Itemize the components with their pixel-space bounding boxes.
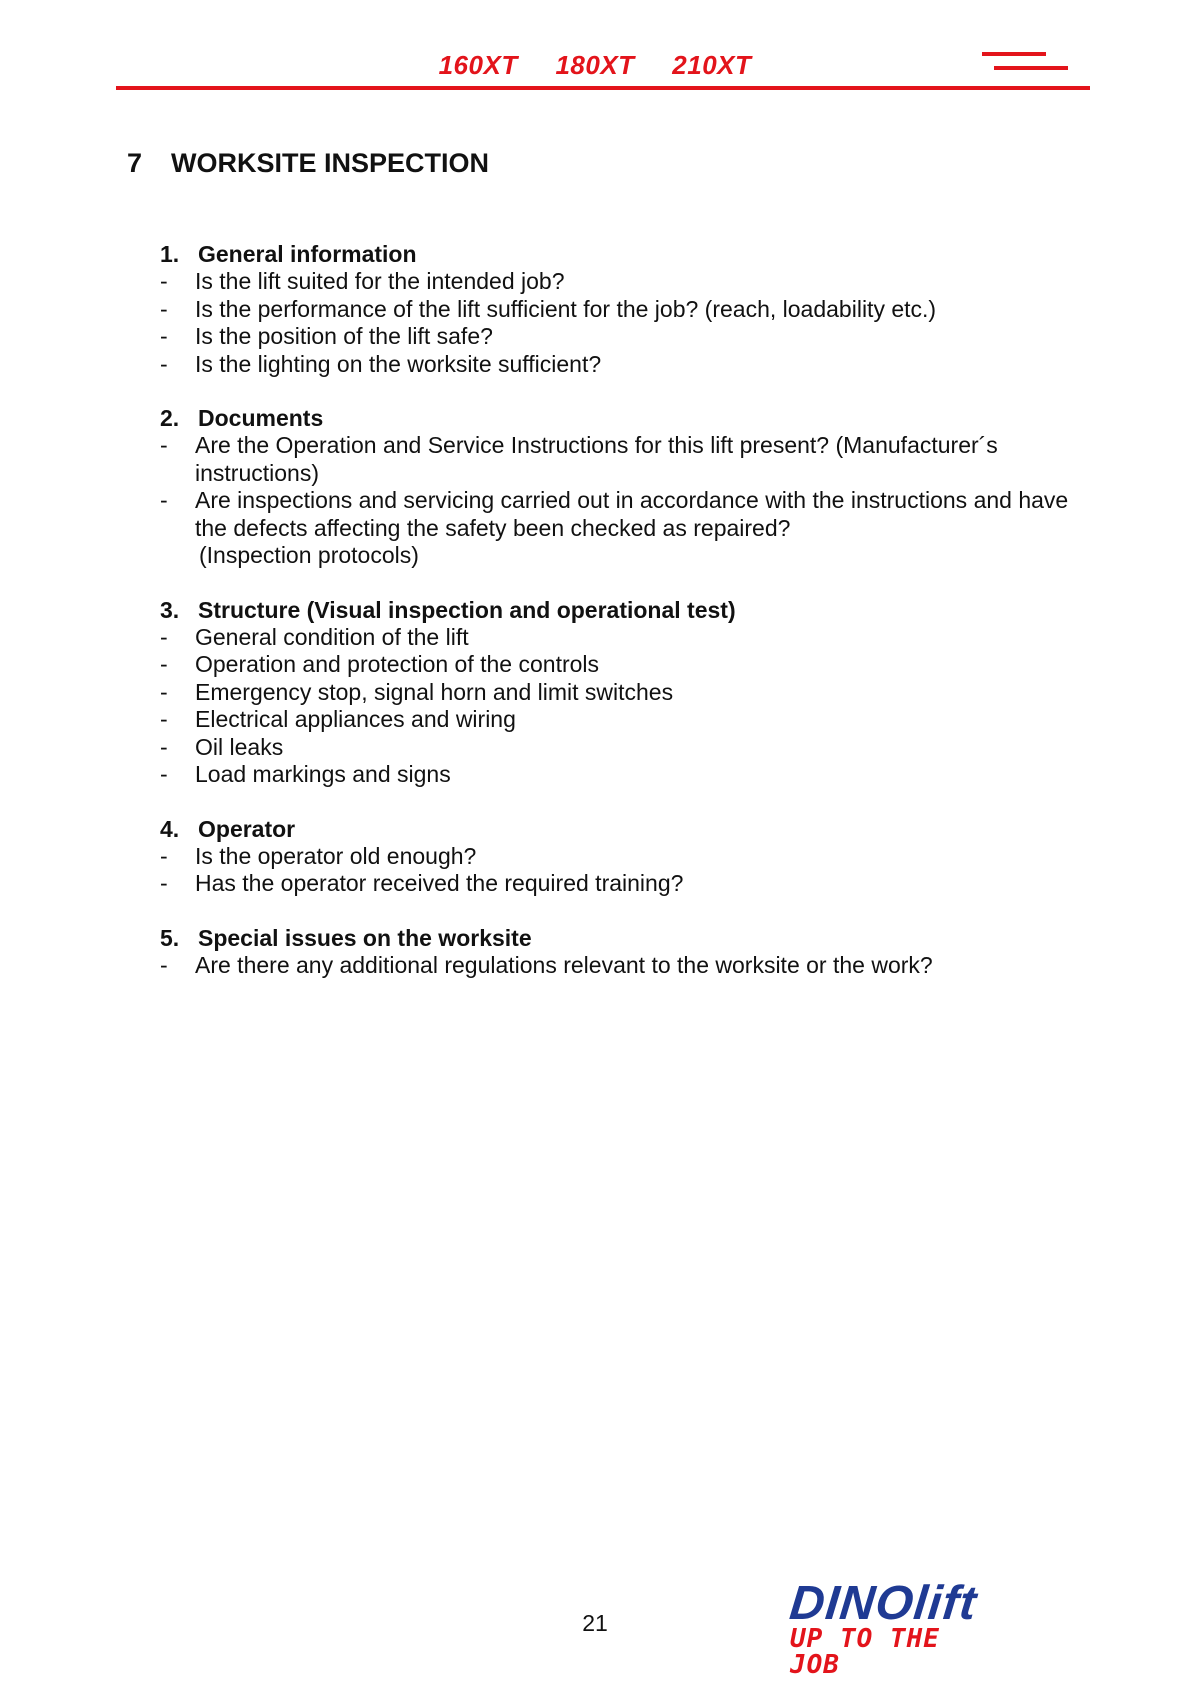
- bullet-dash: -: [160, 678, 168, 705]
- dinolift-logo: [787, 1577, 1000, 1680]
- checklist-item: [160, 432, 1090, 487]
- section: [160, 596, 1090, 789]
- bullet-dash: -: [160, 870, 168, 896]
- checklist-item: [160, 323, 1090, 351]
- checklist-item: [160, 952, 1090, 980]
- chapter-heading: WORKSITE INSPECTION: [171, 148, 490, 178]
- model-label: 210XT: [672, 50, 752, 80]
- item-text: Are there any additional regulations relevant to the worksite or the work?: [195, 951, 933, 978]
- item-text: Are the Operation and Service Instructions for this lift present? (Manufacturer´s instructions): [195, 432, 998, 486]
- bullet-dash: -: [160, 651, 168, 677]
- header-brand-mark: [982, 52, 1068, 76]
- section-title: Special issues on the worksite: [198, 924, 532, 951]
- item-text: Operation and protection of the controls: [195, 651, 600, 677]
- model-label: 180XT: [555, 50, 635, 80]
- bullet-dash: -: [160, 761, 168, 787]
- item-text: Is the lighting on the worksite sufficient?: [195, 350, 602, 377]
- section-heading: [160, 924, 1090, 952]
- item-text: Are inspections and servicing carried out in accordance with the instructions and have the defects affecting the safety been checked as repaired?: [195, 487, 1069, 541]
- checklist-item: [160, 351, 1090, 379]
- logo-brand: DINOlift: [787, 1577, 980, 1630]
- section-heading: [160, 596, 1090, 624]
- logo-tagline: UP TO THE JOB: [790, 1624, 940, 1680]
- checklist-item: [160, 734, 1090, 762]
- chapter-number: 7: [127, 148, 143, 178]
- bullet-dash: -: [160, 487, 168, 513]
- section-heading: [160, 240, 1090, 268]
- section: [160, 815, 1090, 898]
- page-number: 21: [582, 1610, 608, 1636]
- section-number: 3.: [160, 596, 180, 623]
- item-text: Has the operator received the required training?: [195, 870, 684, 896]
- checklist-content: [160, 240, 1090, 1005]
- bullet-dash: -: [160, 323, 168, 349]
- bullet-dash: -: [160, 268, 168, 294]
- checklist-item: [160, 870, 1090, 898]
- item-text: General condition of the lift: [195, 623, 469, 650]
- checklist-item: [160, 651, 1090, 679]
- item-text: Is the performance of the lift sufficient for the job? (reach, loadability etc.): [195, 295, 937, 322]
- item-text: Emergency stop, signal horn and limit switches: [195, 678, 674, 705]
- section-title: Structure (Visual inspection and operational test): [198, 596, 736, 623]
- bullet-dash: -: [160, 432, 168, 458]
- section-heading: [160, 404, 1090, 432]
- section-number: 5.: [160, 924, 180, 951]
- bullet-dash: -: [160, 295, 168, 322]
- bullet-dash: -: [160, 842, 168, 869]
- checklist-item: [160, 706, 1090, 734]
- item-text: Is the position of the lift safe?: [195, 323, 493, 349]
- bullet-dash: -: [160, 951, 168, 978]
- section: [160, 924, 1090, 980]
- section-number: 1.: [160, 241, 180, 267]
- section-title: General information: [198, 241, 417, 267]
- section-title: Documents: [198, 405, 324, 431]
- checklist-item: [160, 843, 1090, 871]
- bullet-dash: -: [160, 733, 168, 760]
- item-text: Oil leaks: [195, 733, 284, 760]
- header-rule: [116, 86, 1090, 90]
- bullet-dash: -: [160, 350, 168, 377]
- item-text: Electrical appliances and wiring: [195, 706, 516, 732]
- checklist-item: [160, 624, 1090, 652]
- section-number: 4.: [160, 815, 180, 842]
- checklist-item: [160, 487, 1090, 570]
- checklist-item: [160, 296, 1090, 324]
- section: [160, 240, 1090, 378]
- checklist-item: [160, 268, 1090, 296]
- section-number: 2.: [160, 405, 180, 431]
- item-note: (Inspection protocols): [199, 542, 419, 568]
- bullet-dash: -: [160, 706, 168, 732]
- checklist-item: [160, 679, 1090, 707]
- checklist-item: [160, 761, 1090, 789]
- model-label: 160XT: [438, 50, 518, 80]
- section: [160, 404, 1090, 570]
- bullet-dash: -: [160, 623, 168, 650]
- chapter-title: [127, 148, 489, 179]
- item-text: Load markings and signs: [195, 761, 451, 787]
- section-heading: [160, 815, 1090, 843]
- item-text: Is the operator old enough?: [195, 842, 477, 869]
- section-title: Operator: [198, 815, 296, 842]
- item-text: Is the lift suited for the intended job?: [195, 268, 565, 294]
